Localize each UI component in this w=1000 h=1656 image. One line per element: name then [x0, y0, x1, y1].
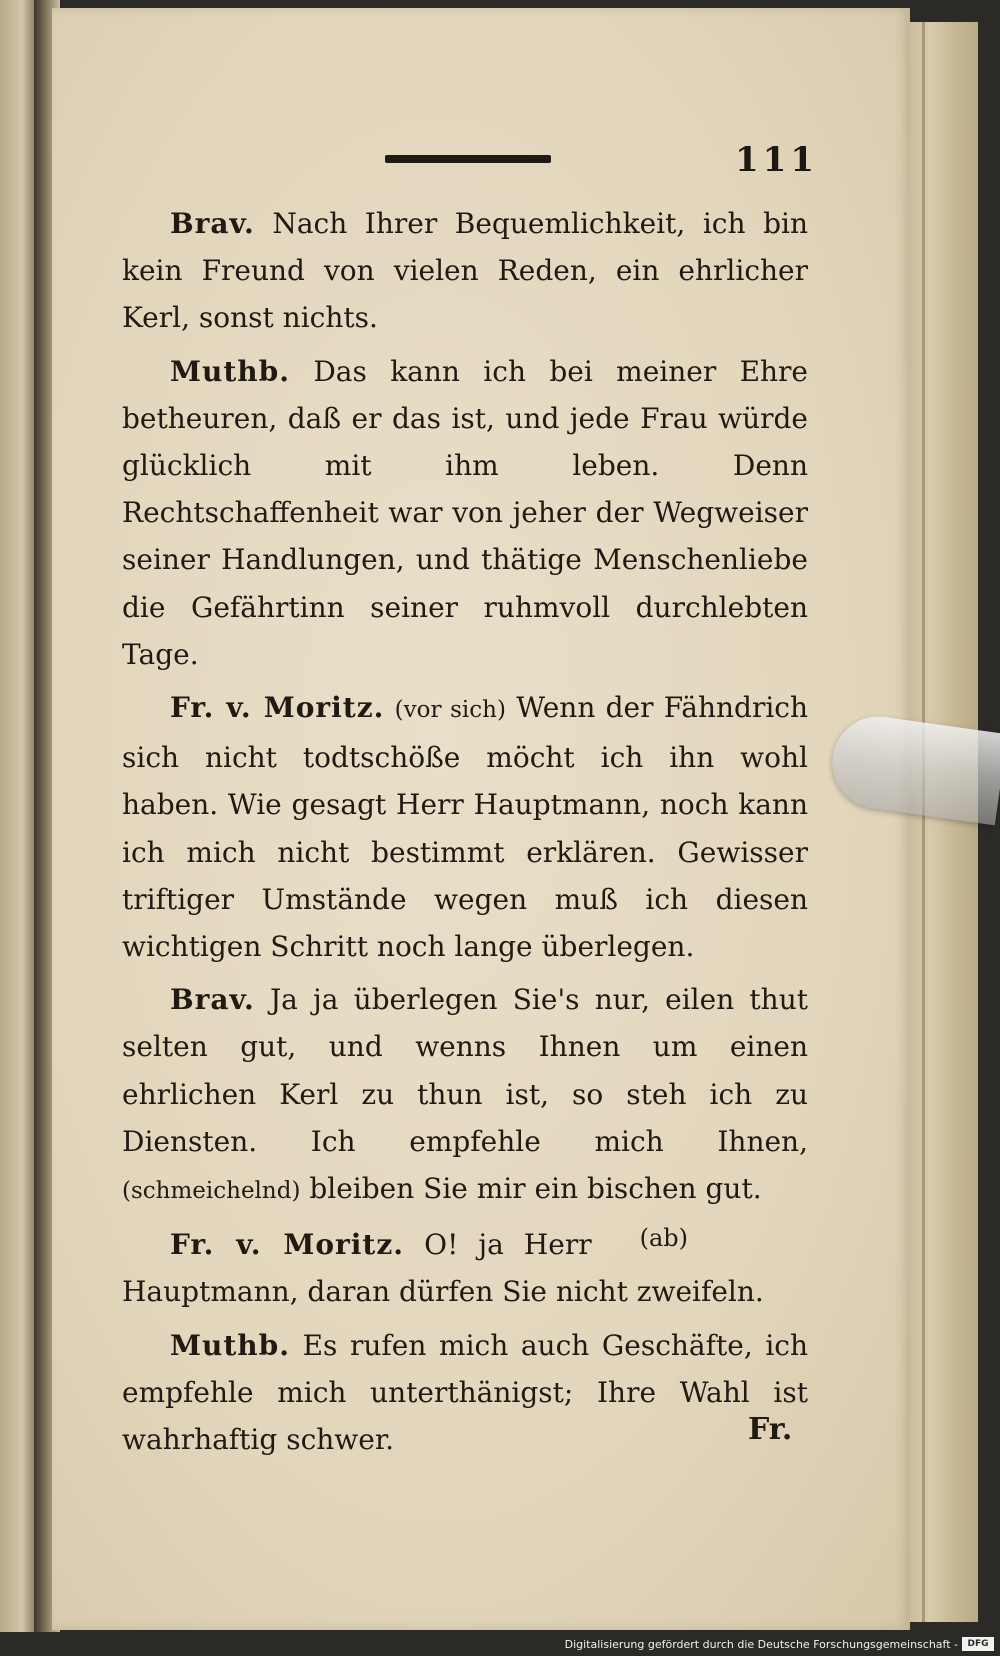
speaker-name: Fr. v. Moritz. — [170, 691, 385, 725]
speaker-name: Brav. — [170, 207, 255, 240]
page-text — [122, 200, 808, 1469]
catchword: Fr. — [748, 1412, 793, 1447]
speaker-name: Muthb. — [170, 1328, 290, 1362]
header-rule — [385, 155, 551, 163]
stage-direction: (vor sich) — [394, 697, 506, 724]
paragraph — [122, 1322, 808, 1464]
page-number: 111 — [735, 140, 818, 180]
speech-text: O! ja Herr Hauptmann, daran dürfen Sie nicht zweifeln. — [122, 1228, 764, 1309]
paragraph — [122, 348, 808, 678]
page-fore-edge — [910, 22, 978, 1622]
dfg-logo-icon: DFG — [962, 1637, 994, 1651]
digitization-credit: Digitalisierung gefördert durch die Deutsche Forschungsgemeinschaft - — [564, 1638, 958, 1651]
speech-text: Ja ja überlegen Sie's nur, eilen thut selten gut, und wenns Ihnen um einen ehrlichen Kerl zu thun ist, so steh ich zu Diensten. Ich empfehle mich Ihnen, — [122, 983, 808, 1158]
speech-text: Das kann ich bei meiner Ehre betheuren, daß er das ist, und jede Frau würde glücklich mit ihm leben. Denn Rechtschaffenheit war von jeher der Wegweiser seiner Handlungen, und thätige Menschenliebe die Gefährtinn seiner ruhmvoll durchlebten Tage. — [122, 354, 808, 671]
speech-text: Nach Ihrer Bequemlichkeit, ich bin kein Freund von vielen Reden, ein ehrlicher Kerl, sonst nichts. — [122, 207, 808, 335]
speaker-name: Muthb. — [170, 354, 290, 388]
paragraph — [122, 684, 808, 970]
exit-direction: (ab) — [639, 1224, 688, 1253]
stage-direction: (schmeichelnd) — [122, 1178, 301, 1205]
speech-text: Wenn der Fähndrich sich nicht todtschöße möcht ich ihn wohl haben. Wie gesagt Herr Hauptmann, noch kann ich mich nicht bestimmt erklären. Gewisser triftiger Umstände wegen muß ich diesen wichtigen Schritt noch lange überlegen. — [122, 691, 809, 964]
speech-text: bleiben Sie mir ein bischen gut. — [309, 1172, 762, 1206]
speaker-name: Brav. — [170, 983, 255, 1017]
speaker-name: Fr. v. Moritz. — [170, 1228, 405, 1262]
paragraph — [122, 200, 808, 342]
speech-text: Es rufen mich auch Geschäfte, ich empfehle mich unterthänigst; Ihre Wahl ist wahrhaftig schwer. — [122, 1328, 809, 1457]
paragraph — [122, 1221, 808, 1315]
